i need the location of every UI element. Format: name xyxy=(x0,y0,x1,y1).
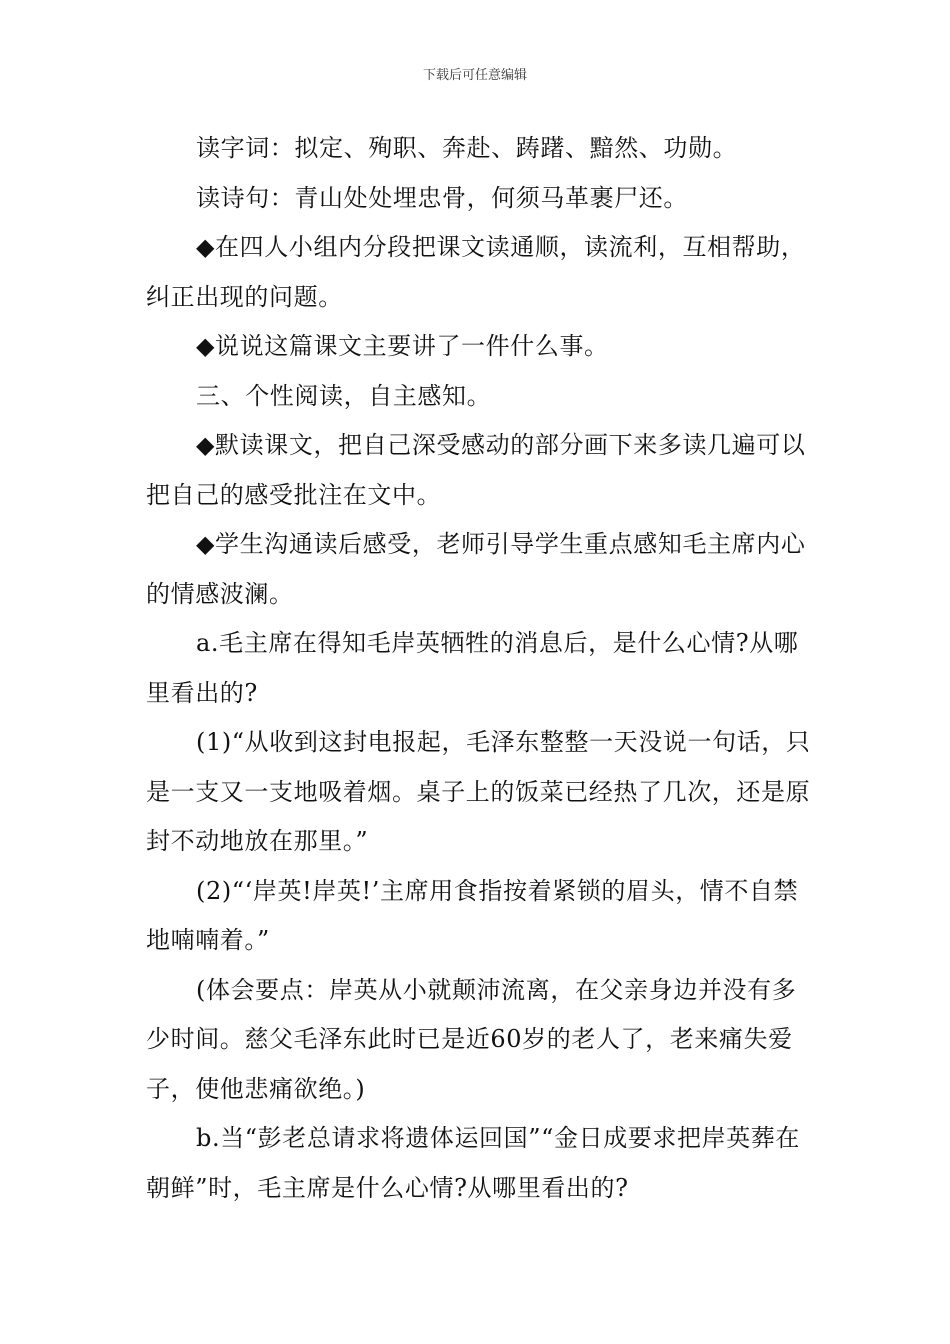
paragraph-key-points: (体会要点：岸英从小就颠沛流离，在父亲身边并没有多少时间。慈父毛泽东此时已是近60岁的老人了，老来痛失爱子，使他悲痛欲绝。) xyxy=(146,975,797,1103)
paragraph-quote-2: (2)“‘岸英!岸英!’主席用食指按着紧锁的眉头，情不自禁地喃喃着。” xyxy=(146,876,799,954)
section-heading-3: 三、个性阅读，自主感知。 xyxy=(196,381,492,410)
paragraph-silent-reading: ◆默读课文，把自己深受感动的部分画下来多读几遍可以把自己的感受批注在文中。 xyxy=(146,431,806,509)
paragraph-main-idea: ◆说说这篇课文主要讲了一件什么事。 xyxy=(196,332,609,360)
page-header: 下载后可任意编辑 xyxy=(422,68,527,83)
document-body xyxy=(146,124,816,1213)
paragraph-quote-1: (1)“从收到这封电报起，毛泽东整整一天没说一句话，只是一支又一支地吸着烟。桌子上的饭菜已经热了几次，还是原封不动地放在那里。” xyxy=(146,728,811,855)
paragraph-question-b: b.当“彭老总请求将遗体运回国”“金日成要求把岸英葬在朝鲜”时，毛主席是什么心情?从哪里看出的? xyxy=(146,1124,800,1202)
paragraph-question-a: a.毛主席在得知毛岸英牺牲的消息后，是什么心情?从哪里看出的? xyxy=(146,629,799,707)
paragraph-share-feelings: ◆学生沟通读后感受，老师引导学生重点感知毛主席内心的情感波澜。 xyxy=(146,530,806,608)
paragraph-read-poem: 读诗句：青山处处埋忠骨，何须马革裹尸还。 xyxy=(196,183,688,212)
paragraph-group-reading: ◆在四人小组内分段把课文读通顺，读流利，互相帮助，纠正出现的问题。 xyxy=(146,233,806,311)
paragraph-read-words: 读字词：拟定、殉职、奔赴、踌躇、黯然、功勋。 xyxy=(196,134,738,162)
